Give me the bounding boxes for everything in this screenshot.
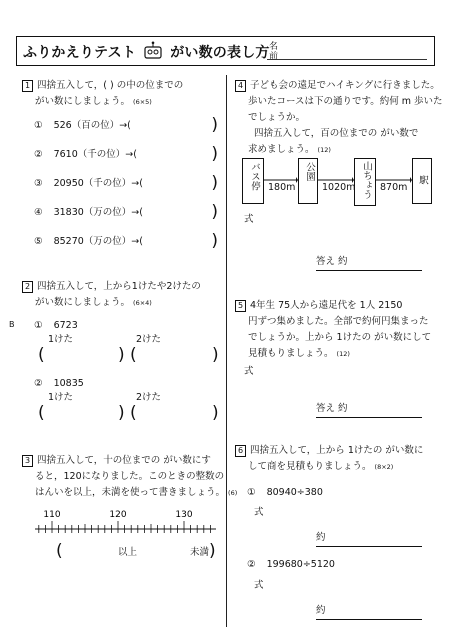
answer-close[interactable]: ) — [118, 345, 125, 365]
q3-answer-row — [56, 541, 216, 563]
list-item: ② 7610（千の位）→( ) — [34, 144, 218, 164]
q5-answer-line[interactable] — [316, 417, 422, 418]
q4-prompt: 4 子ども会の遠足でハイキングに行きました。 歩いたコースは下の通りです。約何 m 歩いた でしょうか。 四捨五入して，百の位までの がい数で 求めましょう。 (12) — [235, 78, 443, 158]
stop-bus: バス停 — [242, 158, 264, 204]
stop-park: 公園 — [298, 158, 318, 204]
q6-prompt: 6 四捨五入して，上から 1けたの がい数に して商を見積もりましょう。 (8×2) — [235, 443, 423, 475]
q3-prompt: 3 四捨五入して，十の位までの がい数にす ると，120になりました。このときの整数の はんいを以上，未満を使って書きましょう。 (6) — [22, 453, 237, 501]
answer-close[interactable]: ) — [209, 541, 216, 561]
q4-number: 4 — [235, 80, 246, 92]
answer-close[interactable]: ) — [118, 403, 125, 423]
q1-list — [34, 115, 220, 263]
answer-open[interactable]: ( — [130, 345, 137, 365]
q4-shiki-label: 式 — [244, 214, 254, 225]
list-item: ④ 31830（万の位）→( ) — [34, 202, 218, 222]
side-mark: B — [9, 320, 15, 329]
answer-open[interactable]: ( — [56, 541, 63, 561]
q6-answer-label: 約 — [316, 605, 326, 616]
course-diagram — [242, 158, 436, 208]
name-label: 名前 — [269, 42, 279, 62]
tick-label-120: 120 — [109, 510, 127, 520]
course-arrows — [242, 158, 436, 208]
list-item: ① 526（百の位）→( ) — [34, 115, 218, 135]
list-item: ⑤ 85270（万の位）→( ) — [34, 231, 218, 251]
name-field[interactable] — [267, 59, 427, 60]
answer-close[interactable]: ) — [211, 231, 218, 251]
answer-open[interactable]: ( — [38, 403, 45, 423]
answer-close[interactable]: ) — [212, 345, 219, 365]
ijo-label: 以上 — [118, 547, 138, 558]
tick-label-110: 110 — [43, 510, 61, 520]
q2-item-1: ① 6723 1けた 2けた ( ) ( ) — [34, 320, 219, 365]
q6-shiki-label: 式 — [254, 507, 264, 518]
q6-item-2: ② 199680÷5120 — [247, 559, 335, 570]
tick-label-130: 130 — [175, 510, 193, 520]
answer-close[interactable]: ) — [211, 173, 218, 193]
distance-3: 870m — [380, 182, 408, 193]
q4-answer-line[interactable] — [316, 270, 422, 271]
header-box — [16, 36, 435, 66]
miman-label: 未満 — [190, 547, 210, 558]
q6-answer-line[interactable] — [316, 619, 422, 620]
q2-number: 2 — [22, 281, 33, 293]
q5-answer-label: 答え 約 — [316, 403, 348, 414]
list-item: ③ 20950（千の位）→( ) — [34, 173, 218, 193]
q6-answer-line[interactable] — [316, 546, 422, 547]
q4-answer-label: 答え 約 — [316, 256, 348, 267]
robot-icon — [141, 41, 165, 61]
q5-number: 5 — [235, 300, 246, 312]
q5-prompt: 5 4年生 75人から遠足代を 1人 2150 円ずつ集めました。全部で約何円集まった でしょうか。上から 1けたの がい数にして 見積もりましょう。 (12) — [235, 298, 431, 362]
q6-shiki-label: 式 — [254, 580, 264, 591]
q1-prompt: 1 四捨五入して，( ) の中の位までの がい数にしましょう。 (6×5) — [22, 78, 183, 110]
q6-item-1: ① 80940÷380 — [247, 487, 323, 498]
page-title: ふりかえりテスト がい数の表し方 — [23, 41, 270, 62]
stop-station: 駅 — [412, 158, 432, 204]
distance-2: 1020m — [322, 182, 356, 193]
column-divider — [226, 75, 227, 627]
q1-number: 1 — [22, 80, 33, 92]
answer-close[interactable]: ) — [211, 144, 218, 164]
q2-item-2: ② 10835 1けた 2けた ( ) ( ) — [34, 378, 219, 423]
answer-close[interactable]: ) — [211, 202, 218, 222]
q6-answer-label: 約 — [316, 532, 326, 543]
q3-number: 3 — [22, 455, 33, 467]
stop-summit: 山ちょう — [354, 158, 376, 206]
number-line — [30, 505, 220, 535]
q2-prompt: 2 四捨五入して，上から1けたや2けたの がい数にしましょう。 (6×4) — [22, 279, 201, 311]
q5-shiki-label: 式 — [244, 366, 254, 377]
q6-number: 6 — [235, 445, 246, 457]
answer-open[interactable]: ( — [130, 403, 137, 423]
distance-1: 180m — [268, 182, 296, 193]
answer-close[interactable]: ) — [211, 115, 218, 135]
answer-open[interactable]: ( — [38, 345, 45, 365]
ticks — [39, 521, 211, 533]
answer-close[interactable]: ) — [212, 403, 219, 423]
